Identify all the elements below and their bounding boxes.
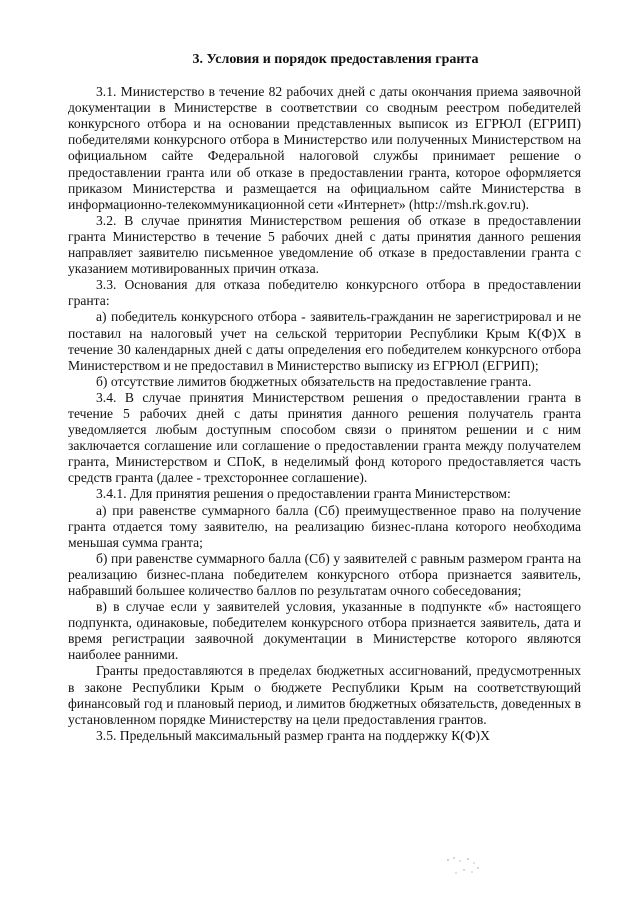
paragraph-3-3-b: б) отсутствие лимитов бюджетных обязательств на предоставление гранта. bbox=[96, 373, 532, 389]
paragraph-3-3: 3.3. Основания для отказа победителю конкурсного отбора в предоставлении гранта: bbox=[68, 277, 581, 309]
paragraph-3-4-1-a: а) при равенстве суммарного балла (Сб) преимущественное право на получение гранта отдается тому заявителю, на реализацию бизнес-плана которого необходима меньшая сумма гранта; bbox=[68, 502, 581, 550]
paragraph-3-3-a: а) победитель конкурсного отбора - заявитель-гражданин не зарегистрировал и не поставил на налоговый учет на сельской территории Республики Крым К(Ф)Х в течение 30 календарных дней с даты определения его победителем конкурсного отбора Министерством и не предоставил в Министерство выписку из ЕГРЮЛ (ЕГРИП); bbox=[68, 309, 581, 373]
paragraph-3-5: 3.5. Предельный максимальный размер гранта на поддержку К(Ф)Х bbox=[96, 727, 490, 743]
paragraph-3-4-1-b: б) при равенстве суммарного балла (Сб) у заявителей с равным размером гранта на реализацию бизнес-плана победителем конкурсного отбора признается заявитель, набравший большее количество баллов по результатам очного собеседования; bbox=[68, 550, 581, 598]
section-heading: 3. Условия и порядок предоставления гранта bbox=[192, 52, 479, 67]
scan-artifact-icon bbox=[444, 854, 484, 878]
paragraph-3-4-1: 3.4.1. Для принятия решения о предоставлении гранта Министерством: bbox=[96, 486, 511, 502]
paragraph-3-4: 3.4. В случае принятия Министерством решения о предоставлении гранта в течение 5 рабочих дней с даты принятия данного решения получатель гранта уведомляется любым доступным способом связи о принятом решении и с ним заключается соглашение или соглашение о предоставлении гранта между получателем гранта, Министерством и СПоК, в неделимый фонд которого предоставляется часть средств гранта (далее - трехстороннее соглашение). bbox=[68, 389, 581, 486]
paragraph-3-2: 3.2. В случае принятия Министерством решения об отказе в предоставлении гранта Министерство в течение 5 рабочих дней с даты принятия данного решения направляет заявителю письменное уведомление об отказе в предоставлении гранта с указанием мотивированных причин отказа. bbox=[68, 212, 581, 277]
document-page bbox=[68, 52, 581, 744]
paragraph-3-1: 3.1. Министерство в течение 82 рабочих дней с даты окончания приема заявочной документации в Министерстве в соответствии со сводным реестром победителей конкурсного отбора и на основании представленных выписок из ЕГРЮЛ (ЕГРИП) победителями конкурсного отбора в Министерство или полученных Министерством на официальном сайте Федеральной налоговой службы принимает решение о предоставлении гранта или об отказе в предоставлении гранта, которое оформляется приказом Министерства и размещается на официальном сайте Министерства в информационно-телекоммуникационной сети «Интернет» (http://msh.rk.gov.ru). bbox=[68, 84, 581, 212]
paragraph-3-4-1-c: в) в случае если у заявителей условия, указанные в подпункте «б» настоящего подпункта, одинаковые, победителем конкурсного отбора признается заявитель, дата и время регистрации заявочной документации в Министерстве которого являются наиболее ранними. bbox=[68, 599, 581, 663]
paragraph-grants: Гранты предоставляются в пределах бюджетных ассигнований, предусмотренных в законе Республики Крым о бюджете Республики Крым на соответствующий финансовый год и плановый период, и лимитов бюджетных обязательств, доведенных в установленном порядке Министерству на цели предоставления грантов. bbox=[68, 663, 581, 727]
